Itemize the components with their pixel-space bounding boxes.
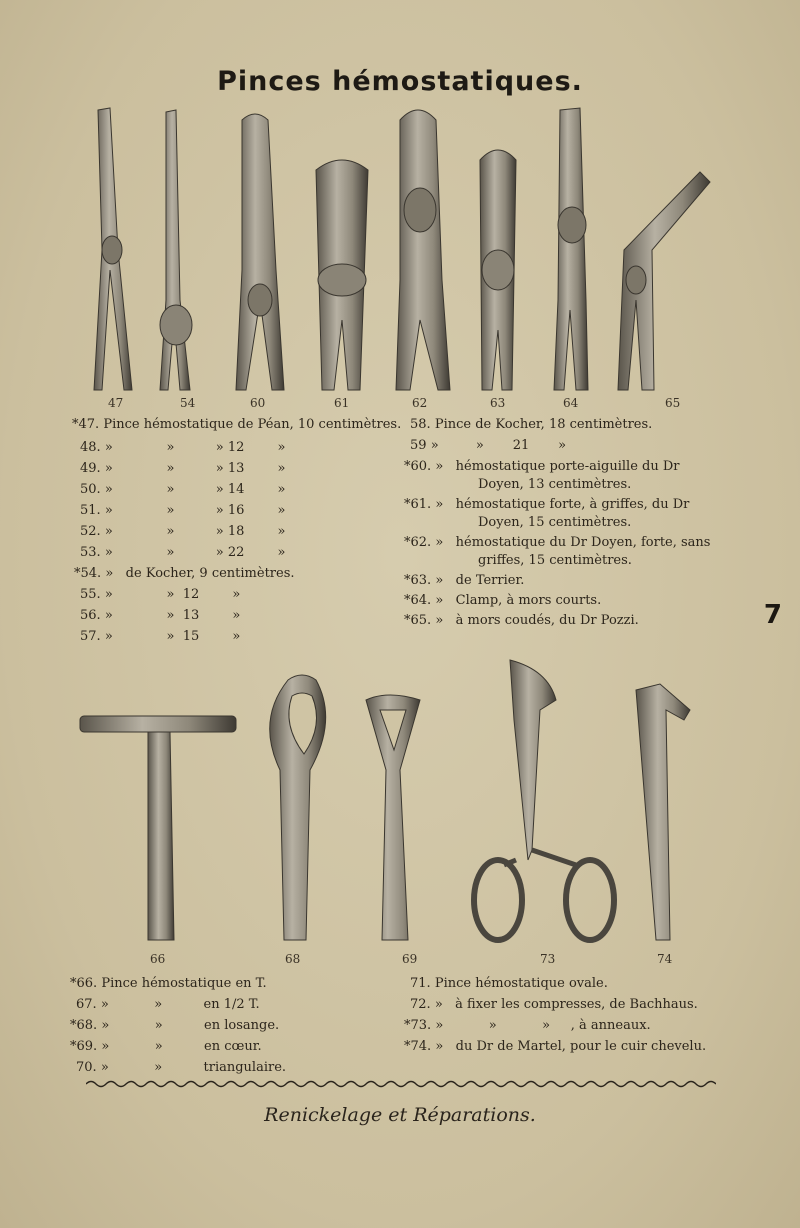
list-item: *60. » hémostatique porte-aiguille du Dr xyxy=(404,459,680,474)
ring-forceps-73-icon xyxy=(474,660,614,940)
top-instruments-illustration xyxy=(80,100,720,392)
clamp-74-icon xyxy=(636,684,690,940)
figure-number: 64 xyxy=(563,396,579,410)
list-item: 52. » » » 18 » xyxy=(80,524,286,539)
list-item: 70. » » triangulaire. xyxy=(76,1060,287,1075)
forceps-62-icon xyxy=(396,110,450,390)
list-item: *69. » » en cœur. xyxy=(70,1039,262,1054)
decorative-wave-divider xyxy=(86,1078,716,1090)
list-item: *74. » du Dr de Martel, pour le cuir chevelu. xyxy=(404,1039,707,1054)
list-item: 72. » à fixer les compresses, de Bachhaus. xyxy=(410,997,698,1012)
forceps-63-icon xyxy=(480,150,516,390)
list-item: 56. » » 13 » xyxy=(80,608,241,623)
forceps-54-icon xyxy=(160,110,192,390)
figure-number: 54 xyxy=(180,396,196,410)
list-item: *54. » de Kocher, 9 centimètres. xyxy=(74,566,295,581)
list-item: 71. Pince hémostatique ovale. xyxy=(410,976,608,991)
list-item: *61. » hémostatique forte, à griffes, du Dr xyxy=(404,497,690,512)
list-item: *64. » Clamp, à mors courts. xyxy=(404,593,602,608)
figure-number: 47 xyxy=(108,396,124,410)
figure-number: 66 xyxy=(150,952,166,966)
figure-number: 61 xyxy=(334,396,350,410)
list-item: 55. » » 12 » xyxy=(80,587,241,602)
list-item: 59 » » 21 » xyxy=(410,438,567,453)
forceps-60-icon xyxy=(236,114,284,390)
t-forceps-66-icon xyxy=(80,716,236,940)
forceps-64-icon xyxy=(554,108,588,390)
forceps-47-icon xyxy=(94,108,132,390)
list-item: *73. » » » , à anneaux. xyxy=(404,1018,651,1033)
forceps-65-icon xyxy=(618,172,710,390)
list-item: 51. » » » 16 » xyxy=(80,503,286,518)
figure-number: 73 xyxy=(540,952,556,966)
side-page-number: 7 xyxy=(763,600,782,630)
list-item: *63. » de Terrier. xyxy=(404,573,525,588)
list-item: *68. » » en losange. xyxy=(70,1018,280,1033)
lozenge-forceps-68-icon xyxy=(270,675,326,940)
figure-number: 60 xyxy=(250,396,266,410)
figure-number: 65 xyxy=(665,396,681,410)
figure-number: 69 xyxy=(402,952,418,966)
list-item: griffes, 15 centimètres. xyxy=(478,553,632,568)
list-item: *66. Pince hémostatique en T. xyxy=(70,976,267,991)
list-item: *47. Pince hémostatique de Péan, 10 centimètres. xyxy=(72,417,402,432)
figure-number: 63 xyxy=(490,396,506,410)
bottom-instruments-illustration xyxy=(70,650,710,950)
footer-tagline: Renickelage et Réparations. xyxy=(264,1104,536,1126)
figure-number: 74 xyxy=(657,952,673,966)
figure-number: 68 xyxy=(285,952,301,966)
list-item: Doyen, 13 centimètres. xyxy=(478,477,632,492)
list-item: 67. » » en 1/2 T. xyxy=(76,997,260,1012)
list-item: 49. » » » 13 » xyxy=(80,461,286,476)
list-item: 58. Pince de Kocher, 18 centimètres. xyxy=(410,417,653,432)
forceps-61-icon xyxy=(316,160,368,390)
figure-number: 62 xyxy=(412,396,428,410)
page-title: Pinces hémostatiques. xyxy=(217,66,583,97)
heart-forceps-69-icon xyxy=(366,695,420,940)
list-item: 53. » » » 22 » xyxy=(80,545,286,560)
list-item: *62. » hémostatique du Dr Doyen, forte, sans xyxy=(404,535,711,550)
list-item: 57. » » 15 » xyxy=(80,629,241,644)
list-item: 50. » » » 14 » xyxy=(80,482,286,497)
list-item: *65. » à mors coudés, du Dr Pozzi. xyxy=(404,613,639,628)
list-item: Doyen, 15 centimètres. xyxy=(478,515,632,530)
list-item: 48. » » » 12 » xyxy=(80,440,286,455)
